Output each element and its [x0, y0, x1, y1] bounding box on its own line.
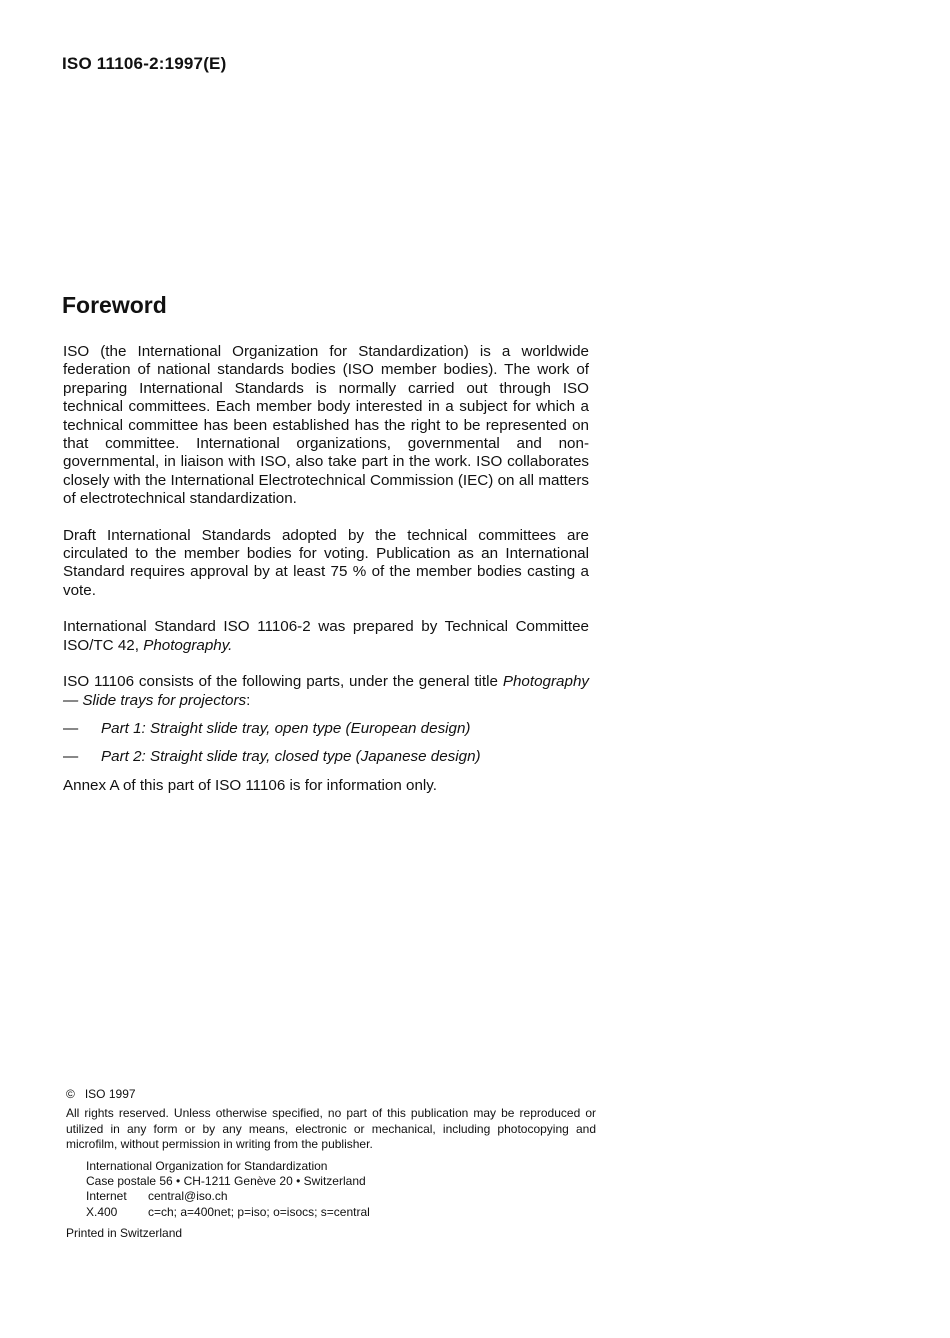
- internet-row: [86, 1189, 596, 1204]
- list-item-label: Part 2: Straight slide tray, closed type (Japanese design): [101, 748, 481, 766]
- list-dash: —: [63, 719, 79, 737]
- printed-location: Printed in Switzerland: [66, 1226, 183, 1241]
- copyright-line: [66, 1087, 596, 1102]
- general-title: Photography — Slide trays for projectors: [63, 673, 589, 709]
- copyright-footer: [66, 1087, 596, 1242]
- paragraph-iso-intro: ISO (the International Organization for Standardization) is a worldwide federation of national standards bodies (ISO member bodies). The work of preparing International Standards is normally carried out through ISO technical committees. Each member body interested in a subject for which a technical committee has been established has the right to be represented on that committee. International organizations, governmental and non-governmental, in liaison with ISO, also take part in the work. ISO collaborates closely with the International Electrotechnical Commission (IEC) on all matters of electrotechnical standardization.: [63, 343, 589, 508]
- copyright-text: ISO 1997: [84, 1087, 136, 1101]
- list-item-label: Part 1: Straight slide tray, open type (European design): [101, 719, 471, 737]
- x400-row: [86, 1205, 596, 1220]
- rights-notice: All rights reserved. Unless otherwise specified, no part of this publication may be reproduced or utilized in any form or by any means, electronic or mechanical, including photocopying and microfilm, without permission in writing from the publisher.: [66, 1106, 596, 1152]
- document-identifier: ISO 11106-2:1997(E): [62, 54, 227, 73]
- paragraph-prepared-by: [63, 618, 589, 655]
- publisher-address: [86, 1159, 596, 1221]
- list-item: [63, 720, 589, 738]
- list-dash: —: [63, 748, 79, 766]
- parts-intro-text: ISO 11106 consists of the following parts, under the general title: [63, 673, 503, 691]
- list-item: [63, 748, 589, 766]
- x400-label: X.400: [86, 1204, 118, 1219]
- foreword-body: [63, 343, 589, 813]
- organization-name: International Organization for Standardization: [86, 1158, 328, 1173]
- x400-value: c=ch; a=400net; p=iso; o=isocs; s=central: [148, 1204, 370, 1219]
- paragraph-draft-standards: Draft International Standards adopted by the technical committees are circulated to the member bodies for voting. Publication as an International Standard requires approval by at least 75 % of the member bodies casting a vote.: [63, 526, 589, 599]
- foreword-title: Foreword: [62, 292, 167, 318]
- committee-name: Photography.: [143, 636, 233, 654]
- internet-value: central@iso.ch: [148, 1189, 228, 1204]
- copyright-icon: ©: [66, 1087, 75, 1101]
- parts-intro-colon: :: [246, 691, 251, 709]
- postal-address: Case postale 56 • CH-1211 Genève 20 • Switzerland: [86, 1174, 366, 1189]
- internet-label: Internet: [86, 1189, 127, 1204]
- paragraph-annex-note: Annex A of this part of ISO 11106 is for information only.: [63, 776, 437, 794]
- paragraph-parts-intro: [63, 673, 589, 710]
- prepared-by-text: International Standard ISO 11106-2 was prepared by Technical Committee ISO/TC 42,: [63, 618, 589, 654]
- parts-list: [63, 720, 589, 767]
